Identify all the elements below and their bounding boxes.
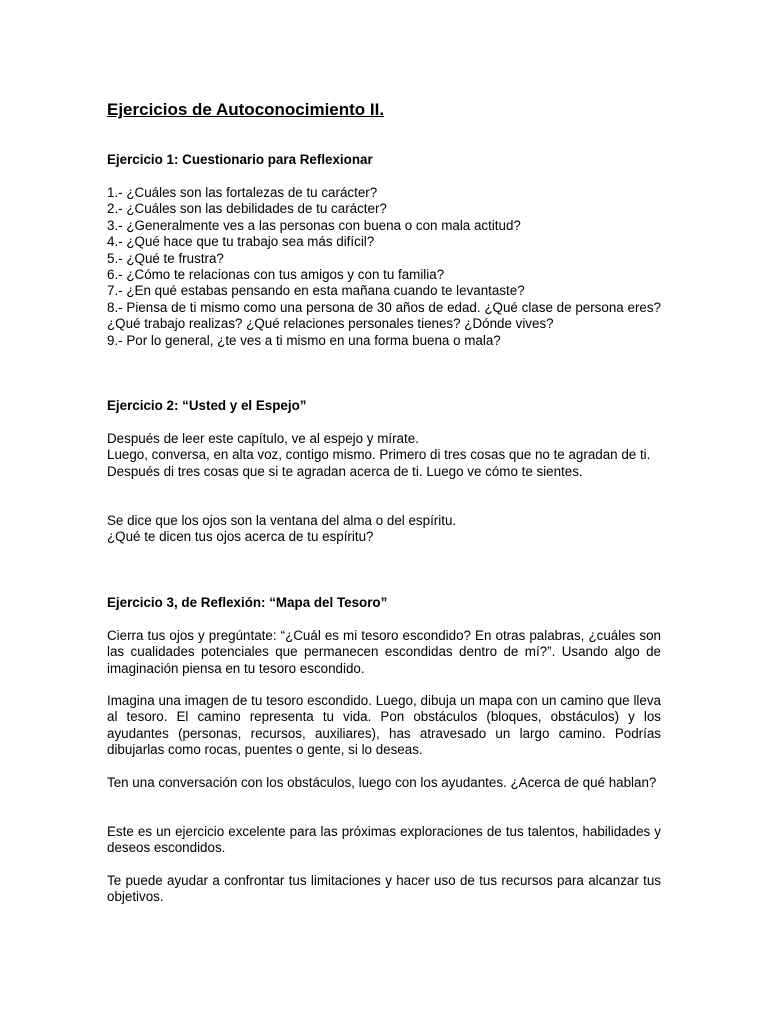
question-item: 5.- ¿Qué te frustra? [107,250,224,266]
ejercicio-2-line: Después de leer este capítulo, ve al espejo y mírate. [107,431,419,446]
question-item: 1.- ¿Cuáles son las fortalezas de tu carácter? [107,185,378,200]
question-item: 3.- ¿Generalmente ves a las personas con buena o con mala actitud? [107,217,521,233]
ejercicio-3-paragraph: Imagina una imagen de tu tesoro escondido. Luego, dibuja un mapa con un camino que lleva al tesoro. El camino representa tu vida. Pon obstáculos (bloques, obstáculos) y los ayudantes (personas, recursos, auxiliares), has atravesado un largo camino. Podrías dibujarlas como rocas, puentes o gente, si lo deseas. [107,693,661,758]
ejercicio-3-heading: Ejercicio 3, de Reflexión: “Mapa del Tesoro” [107,595,388,610]
ejercicio-2-line: ¿Qué te dicen tus ojos acerca de tu espíritu? [107,529,374,545]
question-item: 7.- ¿En qué estabas pensando en esta mañana cuando te levantaste? [107,283,525,299]
ejercicio-1-questions [107,185,661,349]
ejercicio-2-line: Luego, conversa, en alta voz, contigo mismo. Primero di tres cosas que no te agradan de ti. [107,447,651,463]
ejercicio-2-body-2 [107,513,661,546]
ejercicio-1-heading: Ejercicio 1: Cuestionario para Reflexionar [107,152,373,167]
question-item: 6.- ¿Cómo te relacionas con tus amigos y con tu familia? [107,267,445,283]
question-item: 9.- Por lo general, ¿te ves a ti mismo en una forma buena o mala? [107,332,501,348]
ejercicio-2-line: Después di tres cosas que si te agradan acerca de ti. Luego ve cómo te sientes. [107,463,583,479]
document-title: Ejercicios de Autoconocimiento II. [107,100,385,119]
ejercicio-2-heading: Ejercicio 2: “Usted y el Espejo” [107,398,307,413]
ejercicio-3-paragraph: Este es un ejercicio excelente para las próximas exploraciones de tus talentos, habilidades y deseos escondidos. [107,824,661,856]
ejercicio-2-line: Se dice que los ojos son la ventana del alma o del espíritu. [107,513,457,528]
ejercicio-2-body [107,431,661,480]
ejercicio-3-paragraph: Ten una conversación con los obstáculos, luego con los ayudantes. ¿Acerca de qué hablan? [107,775,657,790]
ejercicio-3-paragraph: Cierra tus ojos y pregúntate: “¿Cuál es mi tesoro escondido? En otras palabras, ¿cuáles son las cualidades potenciales que permanecen escondidas dentro de mí?”. Usando algo de imaginación piensa en tu tesoro escondido. [107,628,661,676]
question-item: 2.- ¿Cuáles son las debilidades de tu carácter? [107,201,387,217]
question-item: 4.- ¿Qué hace que tu trabajo sea más difícil? [107,234,375,250]
ejercicio-3-paragraph: Te puede ayudar a confrontar tus limitaciones y hacer uso de tus recursos para alcanzar tus objetivos. [107,873,661,905]
question-item: 8.- Piensa de ti mismo como una persona de 30 años de edad. ¿Qué clase de persona eres? ¿Qué trabajo realizas? ¿Qué relaciones personales tienes? ¿Dónde vives? [107,299,661,332]
